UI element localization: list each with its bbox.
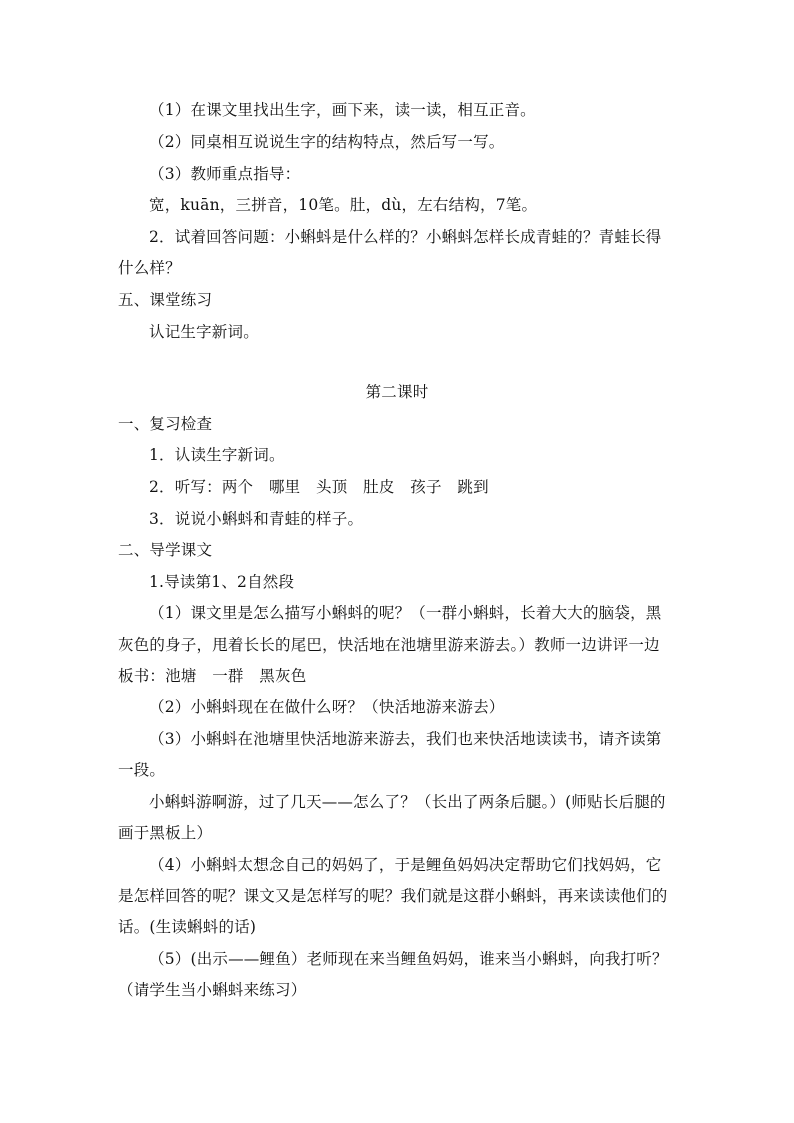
text-line: 2．听写：两个 哪里 头顶 肚皮 孩子 跳到 — [149, 478, 489, 496]
text-line: （3）小蝌蚪在池塘里快活地游来游去，我们也来快活地读读书，请齐读第 — [149, 730, 662, 748]
text-line: 话。(生读蝌蚪的话) — [118, 918, 257, 936]
text-line: 灰色的身子，甩着长长的尾巴，快活地在池塘里游来游去。）教师一边讲评一边 — [118, 636, 660, 654]
text-line: 认记生字新词。 — [149, 323, 259, 341]
lesson-title: 第二课时 — [365, 383, 429, 401]
text-line: 小蝌蚪游啊游，过了几天——怎么了？（长出了两条后腿。）(师贴长后腿的 — [149, 793, 666, 811]
text-line: （5）(出示——鲤鱼）老师现在来当鲤鱼妈妈，谁来当小蝌蚪，向我打听？ — [149, 950, 668, 968]
text-line: 画于黑板上） — [118, 824, 213, 842]
section-heading: 五、课堂练习 — [118, 291, 213, 309]
text-line: 什么样？ — [118, 259, 181, 277]
text-line: 1.导读第1、2自然段 — [149, 573, 295, 591]
text-line: （3）教师重点指导： — [149, 165, 301, 183]
section-heading: 一、复习检查 — [118, 415, 213, 433]
text-line: 是怎样回答的呢？课文又是怎样写的呢？我们就是这群小蝌蚪，再来读读他们的 — [118, 887, 668, 905]
text-line: 3．说说小蝌蚪和青蛙的样子。 — [149, 510, 364, 528]
text-line: （请学生当小蝌蚪来练习） — [118, 981, 307, 999]
text-line: （2）同桌相互说说生字的结构特点，然后写一写。 — [149, 133, 505, 151]
text-line: （2）小蝌蚪现在在做什么呀？（快活地游来游去） — [149, 698, 505, 716]
text-line: 2．试着回答问题：小蝌蚪是什么样的？小蝌蚪怎样长成青蛙的？青蛙长得 — [149, 228, 662, 246]
text-line: （1）在课文里找出生字，画下来，读一读，相互正音。 — [149, 101, 536, 119]
text-line: 宽，kuān，三拼音，10笔。肚，dù，左右结构，7笔。 — [149, 196, 538, 214]
text-line: （1）课文里是怎么描写小蝌蚪的呢？（一群小蝌蚪，长着大大的脑袋，黑 — [149, 604, 662, 622]
text-line: 1．认读生字新词。 — [149, 446, 285, 464]
text-line: （4）小蝌蚪太想念自己的妈妈了，于是鲤鱼妈妈决定帮助它们找妈妈，它 — [149, 856, 662, 874]
section-heading: 二、导学课文 — [118, 541, 213, 559]
text-line: 板书：池塘 一群 黑灰色 — [118, 667, 307, 685]
text-line: 一段。 — [118, 761, 166, 779]
